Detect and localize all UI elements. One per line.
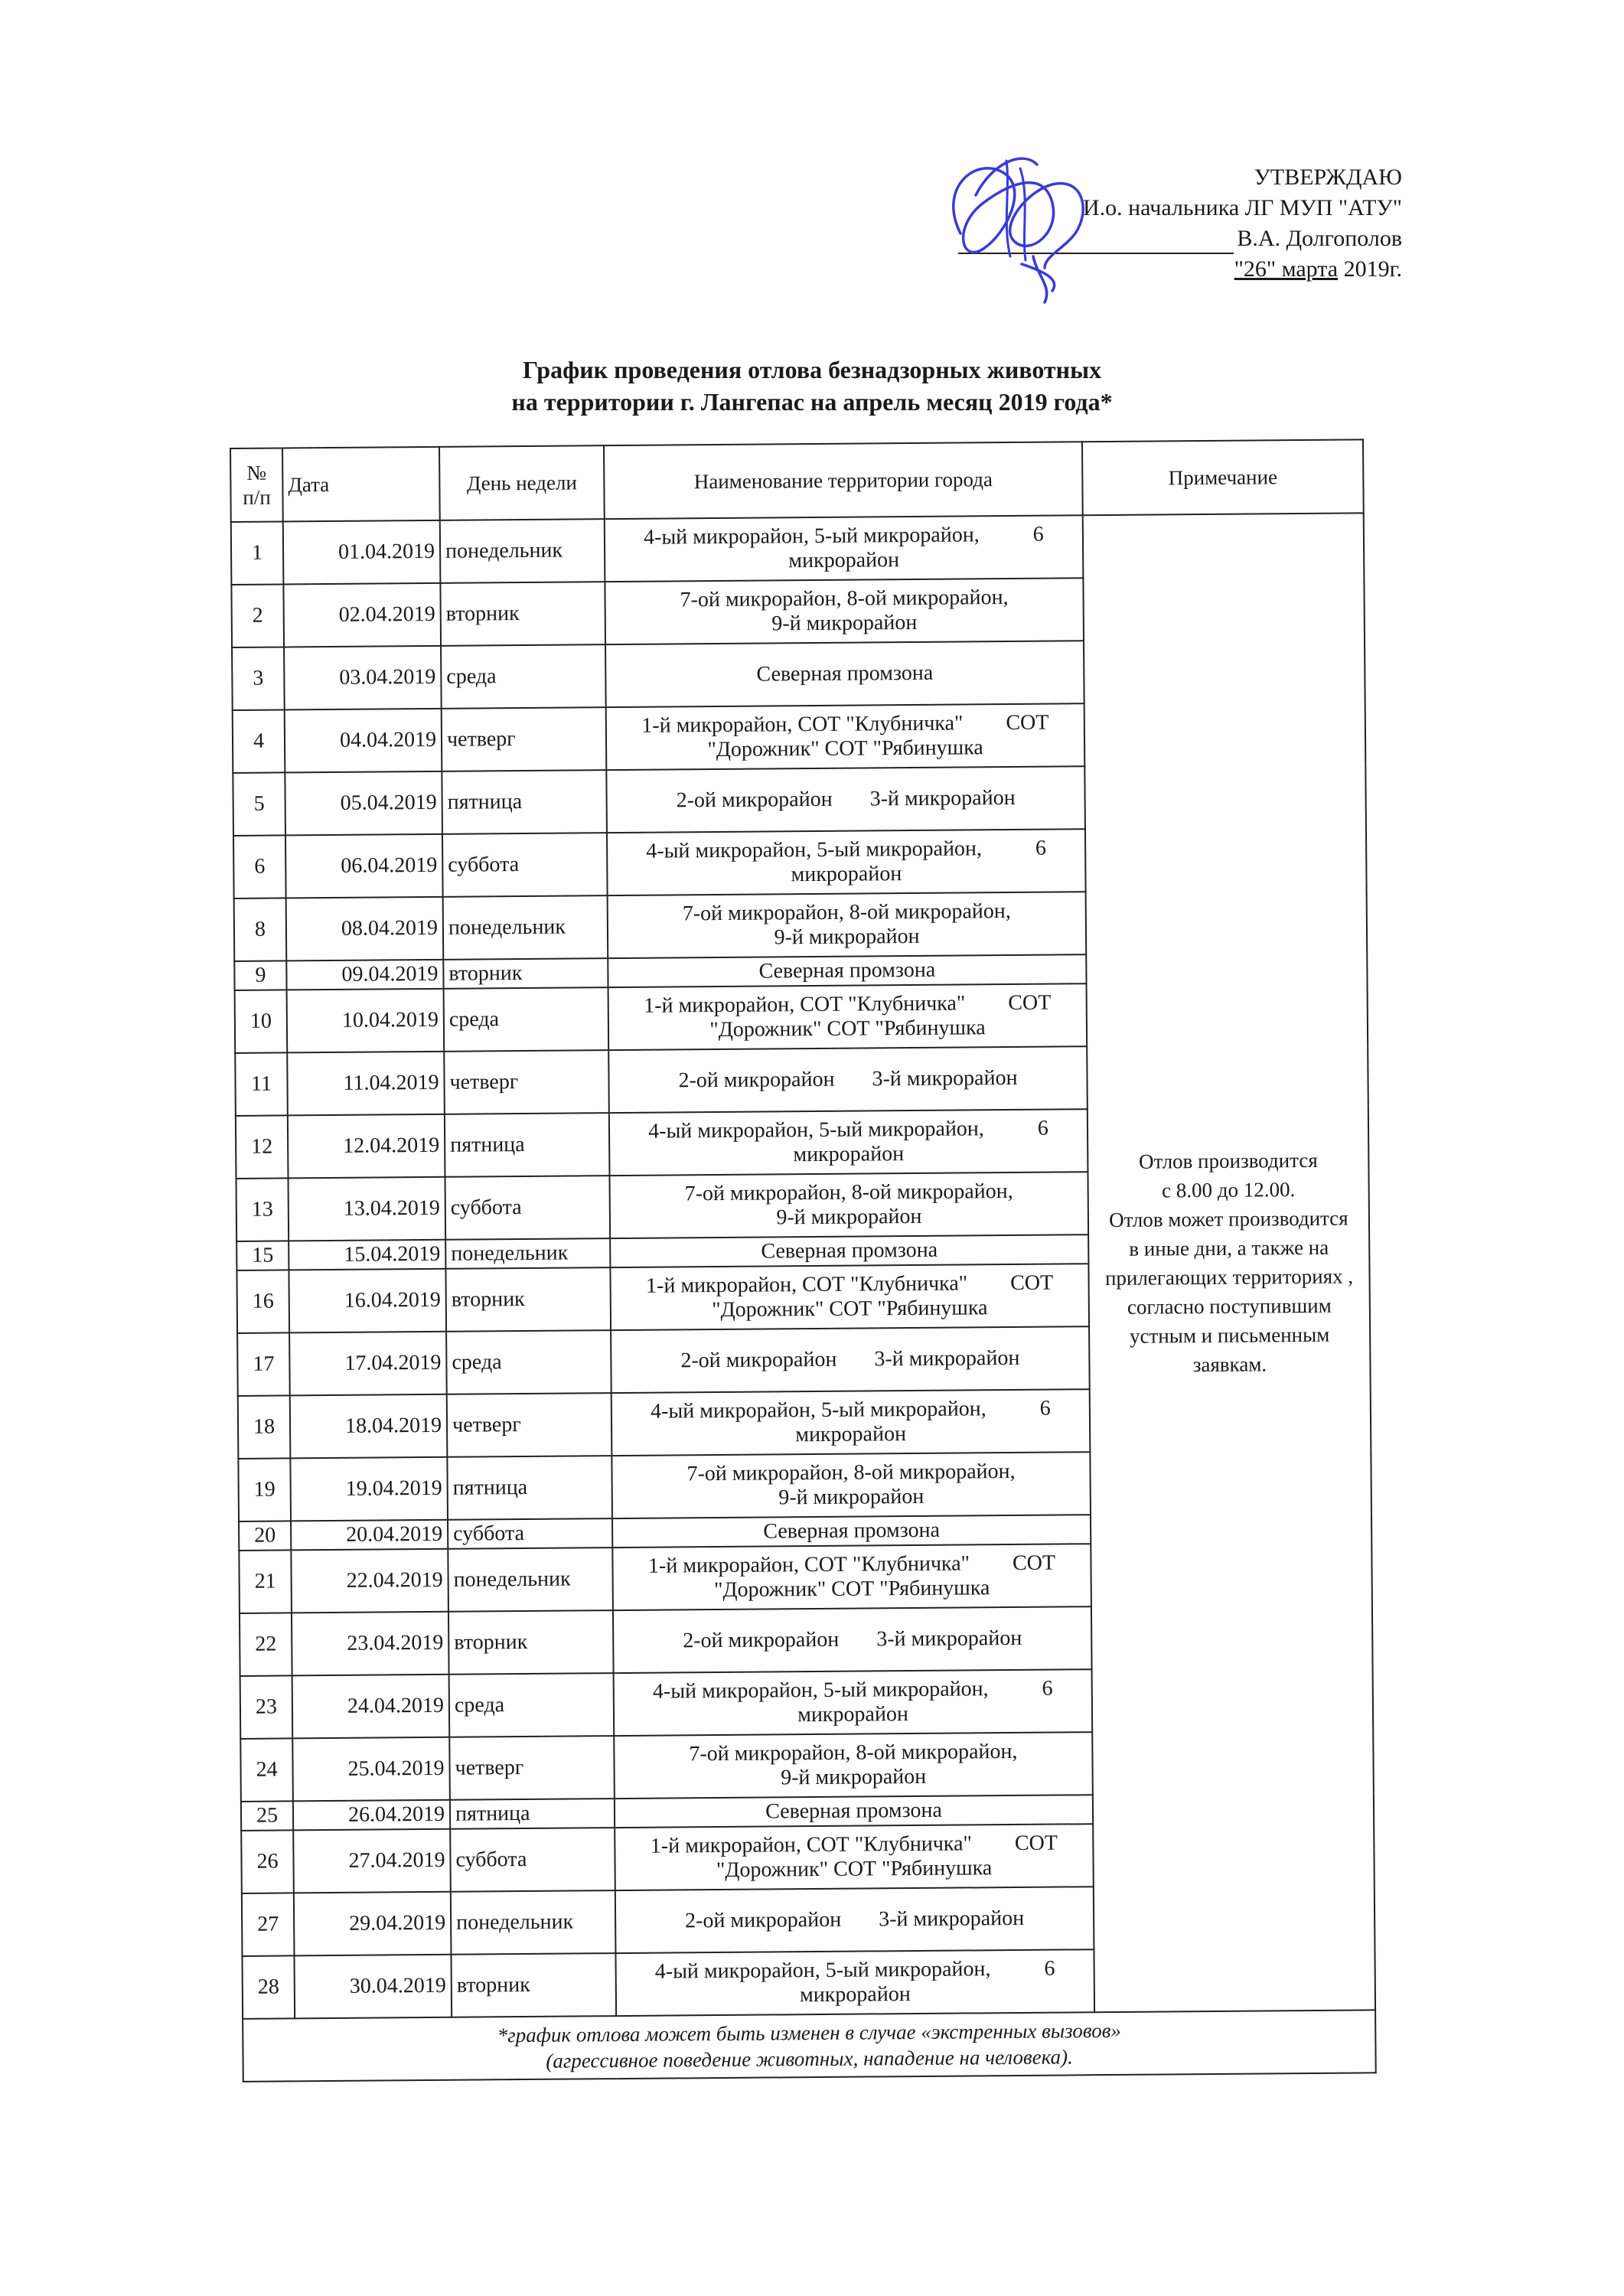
row-territory (606, 766, 1085, 833)
row-weekday: вторник (445, 1267, 611, 1332)
note-line: Отлов производится (1138, 1148, 1318, 1173)
row-date: 25.04.2019 (292, 1737, 450, 1802)
territory-line: микрорайон (791, 862, 902, 887)
territory-line: 7-ой микрорайон, 8-ой микрорайон, (682, 899, 1011, 926)
note-cell (1083, 513, 1375, 2012)
footnote-row (243, 2010, 1376, 2082)
row-territory (608, 892, 1087, 958)
row-territory (608, 1046, 1088, 1113)
row-territory (612, 1515, 1091, 1548)
row-number: 1 (231, 521, 284, 585)
approval-name: В.А. Долгополов (1237, 226, 1402, 251)
row-weekday: вторник (440, 582, 605, 646)
row-weekday: суббота (445, 1176, 610, 1240)
row-number: 24 (240, 1738, 293, 1802)
territory-line: микрорайон (795, 1422, 907, 1447)
row-weekday: пятница (450, 1799, 615, 1829)
row-date: 05.04.2019 (285, 771, 442, 836)
territory-line: микрорайон (788, 548, 900, 573)
row-number: 20 (239, 1521, 291, 1551)
row-date: 16.04.2019 (289, 1269, 446, 1333)
row-weekday: пятница (442, 770, 607, 834)
row-weekday: пятница (445, 1113, 610, 1177)
territory-line: микрорайон (799, 1982, 911, 2007)
header-num-line2: п/п (243, 485, 271, 509)
territory-line: 2-ой микрорайон 3-й микрорайон (684, 1906, 1025, 1933)
row-date: 04.04.2019 (285, 709, 442, 773)
territory-line: "Дорожник" СОТ "Рябинушка (716, 1856, 993, 1883)
row-number: 12 (236, 1115, 289, 1179)
territory-line: 9-й микрорайон (781, 1764, 927, 1790)
row-territory (605, 578, 1084, 644)
territory-line: 4-ый микрорайон, 5-ый микрорайон, 6 (648, 1116, 1048, 1143)
territory-line: "Дорожник" СОТ "Рябинушка (713, 1576, 990, 1603)
row-number: 4 (233, 709, 285, 773)
row-territory (614, 1732, 1093, 1799)
row-territory (613, 1606, 1092, 1673)
row-territory (605, 641, 1084, 707)
row-date: 24.04.2019 (292, 1675, 450, 1739)
territory-line: "Дорожник" СОТ "Рябинушка (707, 735, 983, 762)
territory-line: 2-ой микрорайон 3-й микрорайон (676, 785, 1016, 813)
row-territory (611, 1452, 1091, 1518)
row-number: 25 (241, 1801, 293, 1831)
row-weekday: среда (444, 987, 609, 1052)
header-date: Дата (282, 447, 440, 522)
row-territory (612, 1544, 1091, 1610)
row-territory (614, 1669, 1093, 1736)
row-number: 16 (236, 1270, 289, 1333)
territory-line: 4-ый микрорайон, 5-ый микрорайон, 6 (652, 1676, 1053, 1704)
footnote-line: (агрессивное поведение животных, нападение на человека). (546, 2045, 1073, 2073)
territory-line: Северная промзона (756, 660, 934, 687)
row-number: 22 (240, 1613, 292, 1676)
header-num (230, 448, 283, 522)
territory-line: 9-й микрорайон (771, 610, 918, 636)
row-date: 06.04.2019 (285, 834, 443, 899)
header-num-line1: № (246, 461, 267, 484)
territory-line: 9-й микрорайон (778, 1484, 925, 1510)
header-day: День недели (439, 445, 605, 520)
footnote-line: *график отлова может быть изменен в случае «экстренных вызовов» (497, 2018, 1121, 2047)
territory-line: 1-й микрорайон, СОТ "Клубничка" СОТ (644, 990, 1052, 1018)
row-number: 26 (241, 1830, 294, 1893)
row-date: 23.04.2019 (292, 1612, 449, 1676)
territory-line: 2-ой микрорайон 3-й микрорайон (680, 1345, 1020, 1373)
schedule-body (231, 513, 1376, 2082)
territory-line: 2-ой микрорайон 3-й микрорайон (683, 1626, 1022, 1653)
row-weekday: понедельник (448, 1548, 613, 1612)
row-date: 29.04.2019 (294, 1892, 452, 1956)
row-weekday: вторник (451, 1953, 616, 2017)
title-line-2: на территории г. Лангепас на апрель месяц 2019 года* (511, 388, 1113, 416)
row-territory (615, 1887, 1094, 1953)
territory-line: 9-й микрорайон (774, 924, 920, 950)
territory-line: "Дорожник" СОТ "Рябинушка (709, 1016, 986, 1042)
row-territory (610, 1234, 1088, 1267)
note-line: в иные дни, а также на (1129, 1235, 1329, 1261)
row-date: 18.04.2019 (290, 1394, 448, 1459)
row-territory (605, 515, 1084, 582)
row-weekday: четверг (444, 1050, 609, 1114)
note-line: заявкам. (1192, 1352, 1267, 1377)
row-number: 8 (234, 898, 287, 961)
row-territory (611, 1326, 1090, 1393)
row-territory (610, 1264, 1089, 1330)
territory-line: "Дорожник" СОТ "Рябинушка (712, 1296, 988, 1322)
note-line: устным и письменным (1129, 1322, 1330, 1348)
territory-line: 1-й микрорайон, СОТ "Клубничка" СОТ (647, 1551, 1056, 1578)
row-number: 17 (237, 1332, 290, 1396)
row-date: 15.04.2019 (289, 1240, 445, 1270)
territory-line: Северная промзона (761, 1238, 938, 1264)
handwritten-signature (930, 142, 1106, 314)
row-date: 12.04.2019 (288, 1114, 445, 1179)
row-number: 3 (232, 647, 285, 710)
note-line: прилегающих территориях , (1104, 1264, 1354, 1290)
territory-line: Северная промзона (765, 1798, 942, 1824)
row-date: 10.04.2019 (287, 989, 445, 1053)
row-territory (615, 1824, 1094, 1890)
territory-line: 1-й микрорайон, СОТ "Клубничка" СОТ (641, 710, 1049, 738)
row-date: 13.04.2019 (288, 1177, 445, 1241)
row-weekday: вторник (443, 958, 608, 989)
row-number: 6 (233, 835, 286, 899)
table-row (231, 513, 1365, 585)
approval-position: И.о. начальника ЛГ МУП "АТУ" (1082, 195, 1402, 220)
schedule-table (230, 439, 1377, 2082)
row-weekday: четверг (449, 1736, 615, 1800)
row-weekday: вторник (448, 1610, 614, 1675)
row-number: 28 (242, 1955, 295, 2019)
territory-line: микрорайон (793, 1142, 905, 1167)
row-territory (615, 1949, 1094, 2016)
note-line: Отлов может производится (1109, 1206, 1348, 1232)
row-weekday: среда (446, 1330, 611, 1394)
territory-line: Северная промзона (763, 1518, 941, 1544)
row-territory (607, 829, 1086, 895)
row-number: 5 (233, 772, 285, 836)
row-date: 19.04.2019 (290, 1457, 448, 1521)
row-territory (609, 1172, 1088, 1238)
row-date: 17.04.2019 (289, 1332, 447, 1396)
territory-line: 4-ый микрорайон, 5-ый микрорайон, 6 (643, 522, 1044, 550)
row-number: 11 (235, 1052, 288, 1116)
row-territory (615, 1795, 1093, 1828)
row-weekday: понедельник (443, 895, 608, 960)
row-weekday: четверг (447, 1393, 612, 1457)
row-territory (608, 983, 1088, 1050)
row-weekday: понедельник (440, 519, 605, 583)
row-weekday: суббота (450, 1828, 615, 1892)
row-number: 27 (242, 1893, 295, 1956)
row-number: 9 (234, 960, 286, 990)
row-number: 21 (239, 1550, 292, 1613)
row-date: 22.04.2019 (291, 1549, 448, 1613)
territory-line: 4-ый микрорайон, 5-ый микрорайон, 6 (650, 1396, 1051, 1424)
document-title (0, 354, 1624, 418)
approval-title: УТВЕРЖДАЮ (1254, 165, 1402, 190)
row-number: 13 (236, 1178, 289, 1241)
territory-line: 1-й микрорайон, СОТ "Клубничка" СОТ (650, 1831, 1058, 1858)
note-line: согласно поступившим (1127, 1293, 1332, 1319)
row-weekday: среда (441, 644, 606, 709)
row-number: 2 (231, 584, 284, 647)
approval-date-day: "26" марта (1234, 256, 1339, 282)
territory-line: 7-ой микрорайон, 8-ой микрорайон, (689, 1739, 1018, 1766)
row-territory (609, 1109, 1088, 1176)
row-territory (611, 1389, 1091, 1456)
row-number: 19 (238, 1458, 291, 1521)
row-date: 27.04.2019 (293, 1829, 451, 1893)
row-weekday: понедельник (445, 1238, 610, 1269)
header-note: Примечание (1082, 439, 1364, 515)
row-date: 08.04.2019 (286, 897, 444, 961)
territory-line: Северная промзона (758, 957, 936, 983)
row-number: 18 (238, 1395, 291, 1459)
row-date: 09.04.2019 (286, 960, 443, 990)
row-date: 30.04.2019 (294, 1955, 452, 2019)
row-weekday: понедельник (451, 1890, 616, 1955)
row-weekday: суббота (448, 1518, 612, 1549)
territory-line: 4-ый микрорайон, 5-ый микрорайон, 6 (646, 836, 1047, 863)
header-row (230, 439, 1364, 522)
territory-line: 7-ой микрорайон, 8-ой микрорайон, (686, 1459, 1016, 1486)
row-number: 10 (235, 990, 288, 1053)
row-date: 01.04.2019 (283, 520, 441, 585)
row-date: 02.04.2019 (283, 583, 441, 647)
row-date: 03.04.2019 (284, 646, 442, 710)
row-number: 23 (240, 1675, 293, 1739)
row-number: 15 (236, 1241, 289, 1270)
territory-line: 7-ой микрорайон, 8-ой микрорайон, (680, 585, 1009, 612)
row-weekday: суббота (442, 833, 608, 897)
row-date: 20.04.2019 (291, 1520, 448, 1551)
row-date: 11.04.2019 (287, 1052, 445, 1116)
territory-line: 2-ой микрорайон 3-й микрорайон (678, 1065, 1018, 1093)
territory-line: 4-ый микрорайон, 5-ый микрорайон, 6 (654, 1956, 1055, 1984)
header-territory: Наименование территории города (604, 442, 1083, 519)
row-weekday: пятница (447, 1456, 612, 1520)
row-date: 26.04.2019 (293, 1800, 450, 1831)
territory-line: микрорайон (797, 1702, 908, 1727)
footnote (243, 2010, 1376, 2082)
title-line-1: График проведения отлова безнадзорных животных (522, 356, 1102, 383)
row-territory (606, 703, 1085, 770)
territory-line: 9-й микрорайон (776, 1204, 922, 1230)
note-line: с 8.00 до 12.00. (1161, 1178, 1296, 1202)
territory-line: 1-й микрорайон, СОТ "Клубничка" СОТ (645, 1270, 1054, 1298)
approval-date-rest: 2019г. (1338, 256, 1402, 282)
row-territory (608, 954, 1086, 987)
territory-line: 7-ой микрорайон, 8-ой микрорайон, (684, 1179, 1013, 1206)
row-weekday: четверг (442, 707, 607, 771)
row-weekday: среда (449, 1673, 615, 1737)
